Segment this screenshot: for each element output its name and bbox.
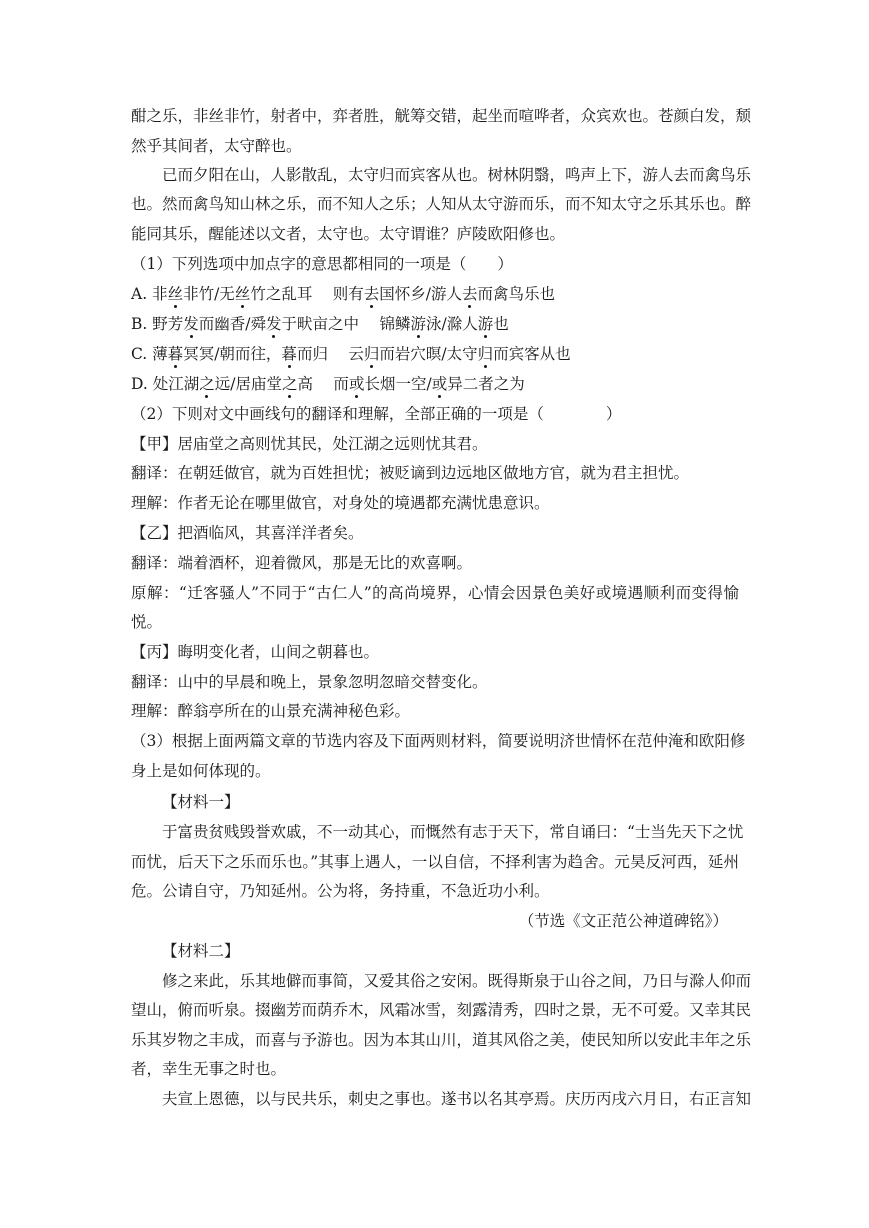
sentence-bing: 【丙】晦明变化者，山间之朝暮也。 xyxy=(131,643,380,661)
understanding-bing: 理解：醉翁亭所在的山景充满神秘色彩。 xyxy=(131,702,411,720)
material-1-line: 于富贵贫贱毁誉欢戚，不一动其心，而慨然有志于天下，常自诵曰：“士当先天下之忧 xyxy=(162,823,744,841)
translation-jia: 翻译：在朝廷做官，就为百姓担忧；被贬谪到边远地区做地方官，就为君主担忧。 xyxy=(131,464,690,482)
option-a: A. 非丝非竹/无丝竹之乱耳 则有去国怀乡/游人去而禽鸟乐也 xyxy=(131,285,556,303)
question-1-stem: （1）下列选项中加点字的意思都相同的一项是（ ） xyxy=(131,255,513,273)
material-1-title: 【材料一】 xyxy=(162,793,240,811)
material-1-source: （节选《文正范公神道碑铭》） xyxy=(518,912,728,930)
option-d: D. 处江湖之远/居庙堂之高 而或长烟一空/或异二者之为 xyxy=(131,375,525,393)
sentence-jia: 【甲】居庙堂之高则忧其民，处江湖之远则忧其君。 xyxy=(131,435,488,453)
question-2-stem: （2）下则对文中画线句的翻译和理解，全部正确的一项是（ ） xyxy=(131,405,622,423)
passage-line: 酣之乐，非丝非竹，射者中，弈者胜，觥筹交错，起坐而喧哗者，众宾欢也。苍颜白发，颓 xyxy=(131,107,752,125)
material-1-line: 危。公请自守，乃知延州。公为将，务持重，不急近功小利。 xyxy=(131,882,550,900)
material-2-line: 望山，俯而听泉。掇幽芳而荫乔木，风霜冰雪，刻露清秀，四时之景，无不可爱。又幸其民 xyxy=(131,1001,752,1019)
translation-yi: 翻译：端着酒杯，迎着微风，那是无比的欢喜啊。 xyxy=(131,554,473,572)
material-2-title: 【材料二】 xyxy=(162,942,240,960)
passage-line: 已而夕阳在山，人影散乱，太守归而宾客从也。树林阴翳，鸣声上下，游人去而禽鸟乐 xyxy=(162,166,752,184)
understanding-yi: 原解：“迁客骚人”不同于“古仁人”的高尚境界，心情会因景色美好或境遇顺利而变得愉 xyxy=(131,584,739,602)
material-2-line: 乐其岁物之丰成，而喜与予游也。因为本其山川，道其风俗之美，使民知所以安此丰年之乐 xyxy=(131,1031,752,1049)
material-2-line: 夫宣上恩德，以与民共乐，刺史之事也。遂书以名其亭焉。庆历丙戌六月日，右正言知 xyxy=(162,1090,752,1108)
question-3-stem-cont: 身上是如何体现的。 xyxy=(131,762,271,780)
understanding-yi-cont: 悦。 xyxy=(131,613,163,631)
question-3-stem: （3）根据上面两篇文章的节选内容及下面两则材料，简要说明济世情怀在范仲淹和欧阳修 xyxy=(131,732,746,750)
material-2-line: 者，幸生无事之时也。 xyxy=(131,1060,287,1078)
option-c: C. 薄暮冥冥/朝而往，暮而归 云归而岩穴暝/太守归而宾客从也 xyxy=(131,345,571,363)
option-b: B. 野芳发而幽香/舜发于畎亩之中 锦鳞游泳/滁人游也 xyxy=(131,315,509,333)
translation-bing: 翻译：山中的早晨和晚上，景象忽明忽暗交替变化。 xyxy=(131,673,488,691)
material-1-line: 而忧，后天下之乐而乐也。”其事上遇人，一以自信，不择利害为趋舍。元昊反河西，延州 xyxy=(131,853,739,871)
sentence-yi: 【乙】把酒临风，其喜洋洋者矣。 xyxy=(131,524,364,542)
material-2-line: 修之来此，乐其地僻而事简，又爱其俗之安闲。既得斯泉于山谷之间，乃日与滁人仰而 xyxy=(162,972,752,990)
understanding-jia: 理解：作者无论在哪里做官，对身处的境遇都充满忧患意识。 xyxy=(131,494,550,512)
passage-line: 能同其乐，醒能述以文者，太守也。太守谓谁？庐陵欧阳修也。 xyxy=(131,225,566,243)
passage-line: 然乎其间者，太守醉也。 xyxy=(131,137,302,155)
passage-line: 也。然而禽鸟知山林之乐，而不知人之乐；人知从太守游而乐，而不知太守之乐其乐也。醉 xyxy=(131,195,752,213)
